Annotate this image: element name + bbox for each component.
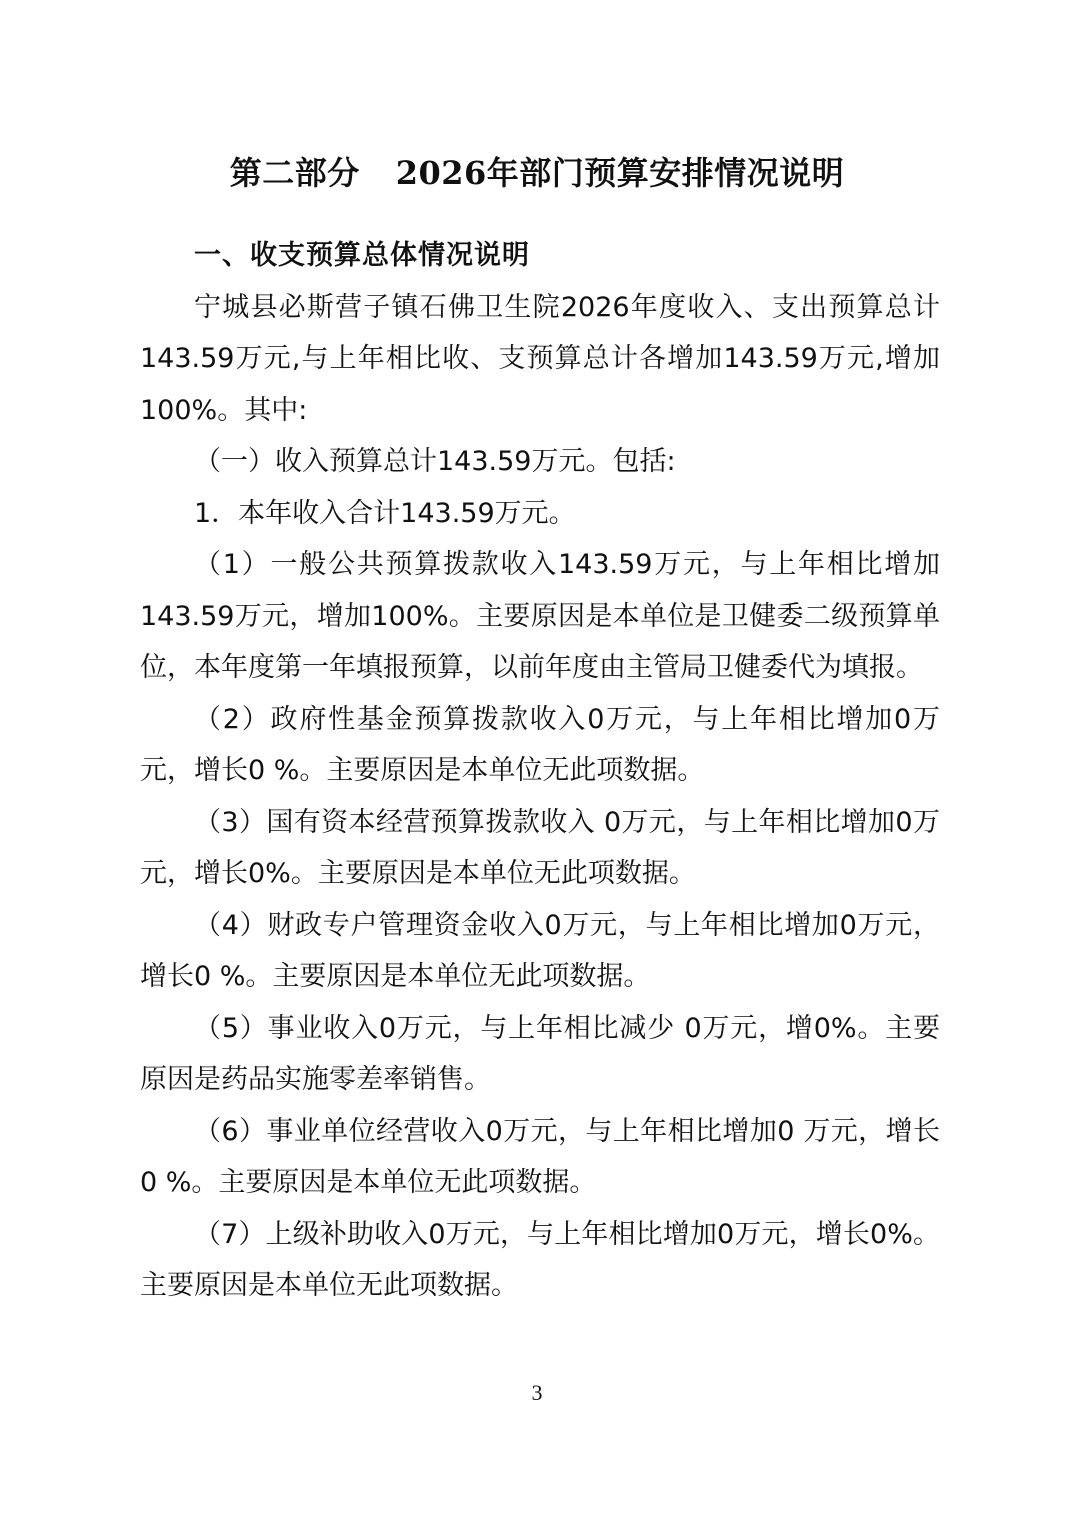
- paragraph-income-year: 1．本年收入合计143.59万元。: [194, 497, 576, 529]
- title-part: 第二部分: [229, 154, 360, 192]
- paragraph-superior-subsidy: （7）上级补助收入0万元，与上年相比增加0万元，增长0%。主要原因是本单位无此项数据。: [140, 1218, 940, 1301]
- paragraph-overview: 宁城县必斯营子镇石佛卫生院2026年度收入、支出预算总计143.59万元,与上年相比收、支预算总计各增加143.59万元,增加100%。其中:: [140, 291, 940, 426]
- paragraph-general-budget: （1）一般公共预算拨款收入143.59万元，与上年相比增加143.59万元，增加100%。主要原因是本单位是卫健委二级预算单位，本年度第一年填报预算，以前年度由主管局卫健委代为填报。: [140, 549, 940, 683]
- paragraph-income-total: （一）收入预算总计143.59万元。包括:: [194, 446, 676, 477]
- page-title: [0, 148, 1074, 198]
- paragraph-special-account: （4）财政专户管理资金收入0万元，与上年相比增加0万元，增长0 %。主要原因是本单位无此项数据。: [140, 909, 940, 992]
- page-number: 3: [531, 1380, 543, 1405]
- paragraph-operating-income: （6）事业单位经营收入0万元，与上年相比增加0 万元，增长0 %。主要原因是本单位无此项数据。: [140, 1115, 940, 1198]
- body-text: [140, 230, 940, 1312]
- paragraph-state-capital: （3）国有资本经营预算拨款收入 0万元，与上年相比增加0万元，增长0%。主要原因是本单位无此项数据。: [140, 806, 940, 889]
- paragraph-business-income: （5）事业收入0万元，与上年相比减少 0万元，增0%。主要原因是药品实施零差率销售。: [140, 1012, 940, 1095]
- section-heading: 一、收支预算总体情况说明: [194, 240, 530, 271]
- paragraph-gov-fund: （2）政府性基金预算拨款收入0万元，与上年相比增加0万元，增长0 %。主要原因是本单位无此项数据。: [140, 703, 940, 786]
- title-main: 2026年部门预算安排情况说明: [395, 154, 845, 192]
